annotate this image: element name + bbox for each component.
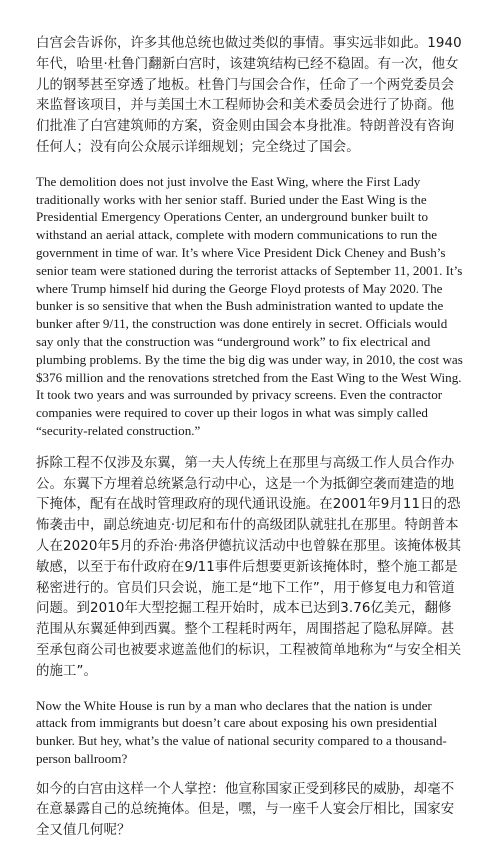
paragraph-en-ballroom: Now the White House is run by a man who declares that the nation is under attack from immigrants but doesn’t care about exposing his own presidential bunker. But hey, what’s the value of national security compared to a thousand-person ballroom? [36,697,447,766]
paragraph-zh-truman: 白宫会告诉你，许多其他总统也做过类似的事情。事实远非如此。1940年代，哈里·杜鲁门翻新白宫时，该建筑结构已经不稳固。有一次，他女儿的钢琴甚至穿透了地板。杜鲁门与国会合作，任命了一个两党委员会来监督该项目，并与美国土木工程师协会和美术委员会进行了协商。他们批准了白宫建筑师的方案，资金则由国会本身批准。特朗普没有咨询任何人；没有向公众展示详细规划；完全绕过了国会。 [36,36,462,155]
paragraph-zh-ballroom: 如今的白宫由这样一个人掌控：他宣称国家正受到移民的威胁，却毫不在意暴露自己的总统掩体。但是，嘿，与一座千人宴会厅相比，国家安全又值几何呢？ [36,781,455,839]
paragraph-en-bunker: The demolition does not just involve the East Wing, where the First Lady traditionally works with her senior staff. Buried under the East Wing is the Presidential Emergency Operations Center, an underground bunker built to withstand an aerial attack, complete with modern communications to run the government in time of war. It’s where Vice President Dick Cheney and Bush’s senior team were stationed during the terrorist attacks of September 11, 2001. It’s where Trump himself hid during the George Floyd protests of May 2020. The bunker is so sensitive that when the Bush administration wanted to update the bunker after 9/11, the construction was done entirely in secret. Officials would say only that the construction was “underground work” to fix electrical and plumbing problems. By the time the big dig was under way, in 2010, the cost was $376 million and the renovations stretched from the East Wing to the West Wing. It took two years and was surrounded by privacy screens. Even the contractor companies were required to cover up their logos in what was simply called “security-related construction.” [36,173,463,438]
paragraph-zh-bunker: 拆除工程不仅涉及东翼，第一夫人传统上在那里与高级工作人员合作办公。东翼下方埋着总统紧急行动中心，这是一个为抵御空袭而建造的地下掩体，配有在战时管理政府的现代通讯设施。在2001年9月11日的恐怖袭击中，副总统迪克·切尼和布什的高级团队就驻扎在那里。特朗普本人在2020年5月的乔治·弗洛伊德抗议活动中也曾躲在那里。该掩体极其敏感，以至于布什政府在9/11事件后想要更新该掩体时，整个施工都是秘密进行的。官员们只会说，施工是“地下工作”，用于修复电力和管道问题。到2010年大型挖掘工程开始时，成本已达到3.76亿美元，翻修范围从东翼延伸到西翼。整个工程耗时两年，周围搭起了隐私屏障。甚至承包商公司也被要求遮盖他们的标识，工程被简单地称为“与安全相关的施工”。 [36,455,462,679]
